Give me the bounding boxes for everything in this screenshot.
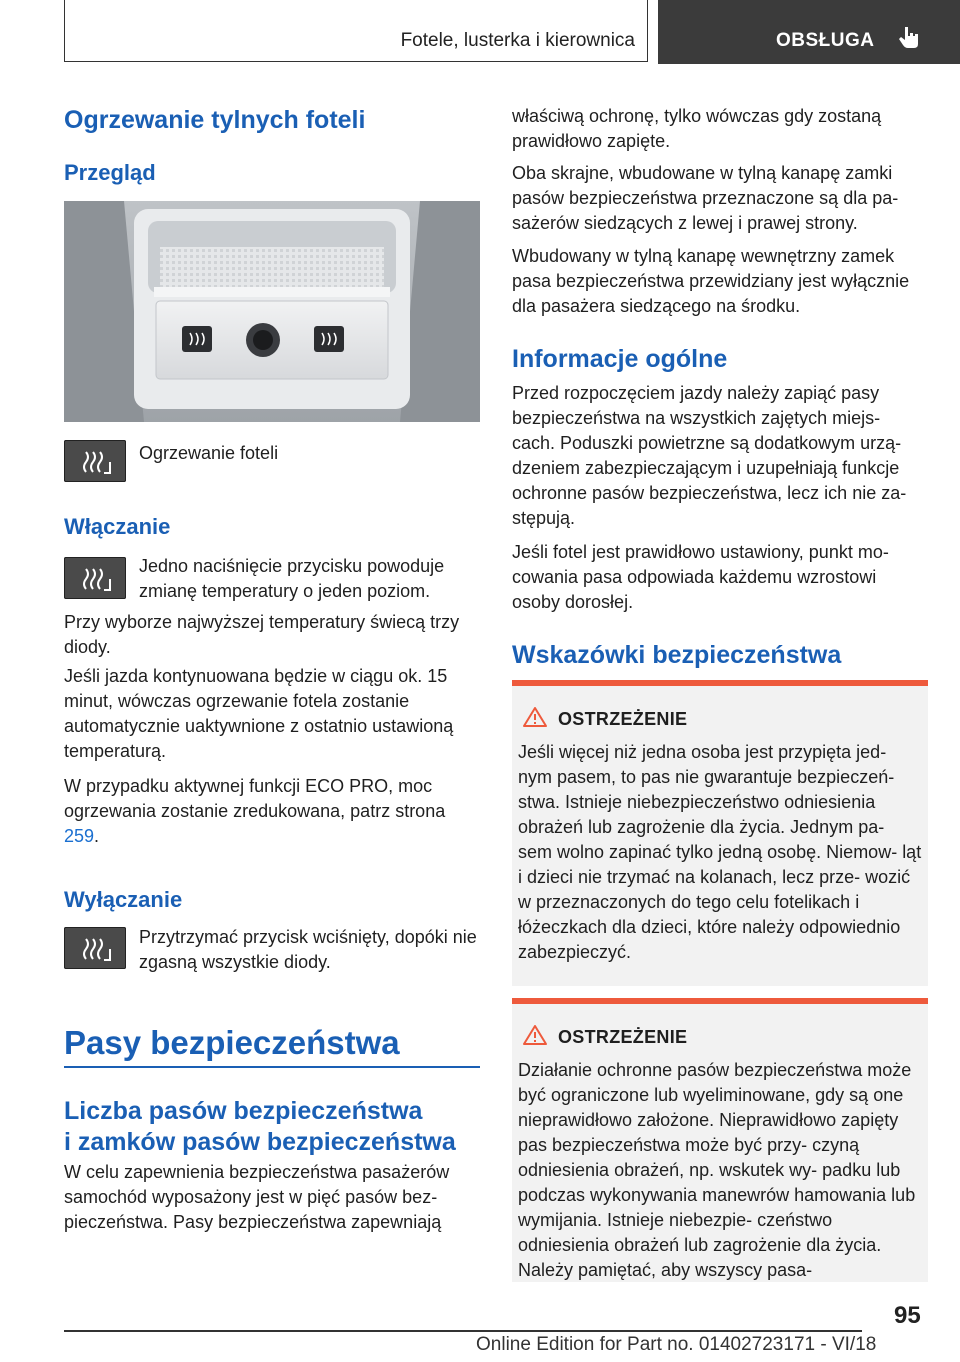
paragraph-auto-reactivation: Jeśli jazda kontynuowana będzie w ciągu ok. 15 minut, wówczas ogrzewanie fotela zostanie automatycznie uaktywnione z ostatnio ustawioną temperaturą. — [64, 666, 454, 761]
section-title-belt-count: Liczba pasów bezpieczeństwa i zamków pasów bezpieczeństwa — [64, 1097, 456, 1156]
warning-text: Jeśli więcej niż jedna osoba jest przypięta jed- nym pasem, to pas nie gwarantuje bezpieczeń- stwa. Istnieje niebezpieczeństwo odniesienia obrażeń lub zagrożenie dla życia. Jednym pa- sem wolno zapinać tylko jedną osobę. Niemow- ląt i dzieci nie trzymać na kolanach, lecz prze- wozić w przeznaczonych do tego celu fotelikach i łóżeczkach dla dzieci, które należy odpowiednio zabezpieczyć. — [518, 742, 922, 962]
chapter-title-seat-belts: Pasy bezpieczeństwa — [64, 1024, 400, 1061]
paragraph-outer-buckles: Oba skrajne, wbudowane w tylną kanapę zamki pasów bezpieczeństwa przeznaczone są dla pa- sażerów siedzących z lewej i prawej strony. — [512, 163, 899, 233]
warning-triangle-icon — [522, 1024, 548, 1051]
warning-box-1 — [512, 680, 928, 986]
page-link-259[interactable]: 259 — [64, 826, 95, 846]
warning-triangle-icon — [522, 706, 548, 733]
switch-off-instruction: Przytrzymać przycisk wciśnięty, dopóki nie zgasną wszystkie diody. — [139, 927, 477, 972]
seat-heating-button-icon — [64, 440, 126, 482]
edition-note: Online Edition for Part no. 01402723171 - VI/18 — [476, 1334, 877, 1355]
paragraph-middle-buckle: Wbudowany w tylną kanapę wewnętrzny zamek pasa bezpieczeństwa przewidziany jest wyłącznie dla pasażera siedzącego na środku. — [512, 246, 910, 316]
icon-caption: Ogrzewanie foteli — [139, 443, 279, 463]
paragraph-belt-anchor: Jeśli fotel jest prawidłowo ustawiony, punkt mo- cowania pasa odpowiada każdemu wzrostowi osoby dorosłej. — [512, 542, 889, 612]
warning-box-2 — [512, 998, 928, 1282]
section-title-rear-seat-heating: Ogrzewanie tylnych foteli — [64, 106, 366, 134]
warning-text: Działanie ochronne pasów bezpieczeństwa może być ograniczone lub wyeliminowane, gdy są one nieprawidłowo założone. Nieprawidłowo zapięty pas bezpieczeństwa może być przy- czyną odniesienia obrażeń, np. wskutek wy- padku lub podczas wykonywania manewrów hamowania lub wymijania. Istnieje niebezpie- czeństwo odniesienia obrażeń lub zagrożenie dla życia. Należy pamiętać, aby wszyscy pasa- — [518, 1060, 916, 1280]
paragraph-three-leds: Przy wyborze najwyższej temperatury świecą trzy diody. — [64, 612, 460, 657]
paragraph-fasten-belts: Przed rozpoczęciem jazdy należy zapiąć pasy bezpieczeństwa na wszystkich zajętych miejs- cach. Poduszki powietrzne są dodatkowym urzą- dzeniem zabezpieczającym i uzupełniają funkcje ochronne pasów bezpieczeństwa, lecz ich nie za- stępują. — [512, 383, 907, 528]
page-number: 95 — [894, 1302, 921, 1329]
seat-heating-button-icon — [64, 927, 126, 969]
subtitle-switching-on: Włączanie — [64, 514, 171, 539]
header-frame — [64, 0, 648, 62]
section-tab[interactable] — [658, 0, 960, 64]
section-tab-label: OBSŁUGA — [776, 30, 875, 51]
warning-heading: OSTRZEŻENIE — [558, 1027, 688, 1047]
warning-heading: OSTRZEŻENIE — [558, 709, 688, 729]
paragraph-proper-protection: właściwą ochronę, tylko wówczas gdy zostaną prawidłowo zapięte. — [512, 106, 882, 151]
hand-pointer-icon — [896, 24, 922, 55]
subtitle-switching-off: Wyłączanie — [64, 887, 183, 912]
section-title-safety-notes: Wskazówki bezpieczeństwa — [512, 641, 842, 669]
subtitle-overview: Przegląd — [64, 160, 156, 185]
section-divider — [64, 1066, 480, 1068]
chapter-title: Fotele, lusterka i kierownica — [400, 30, 635, 51]
paragraph-five-belts: W celu zapewnienia bezpieczeństwa pasażerów samochód wyposażony jest w pięć pasów bez- pieczeństwa. Pasy bezpieczeństwa zapewniają — [64, 1162, 450, 1232]
section-title-general-info: Informacje ogólne — [512, 345, 728, 373]
rear-seat-heating-photo — [64, 201, 480, 422]
seat-heating-button-icon — [64, 557, 126, 599]
switch-on-instruction: Jedno naciśnięcie przycisku powoduje zmianę temperatury o jeden poziom. — [139, 556, 445, 601]
paragraph-eco-pro: W przypadku aktywnej funkcji ECO PRO, moc ogrzewania zostanie zredukowana, patrz strona 259. — [64, 776, 446, 846]
footer-divider — [64, 1330, 862, 1332]
